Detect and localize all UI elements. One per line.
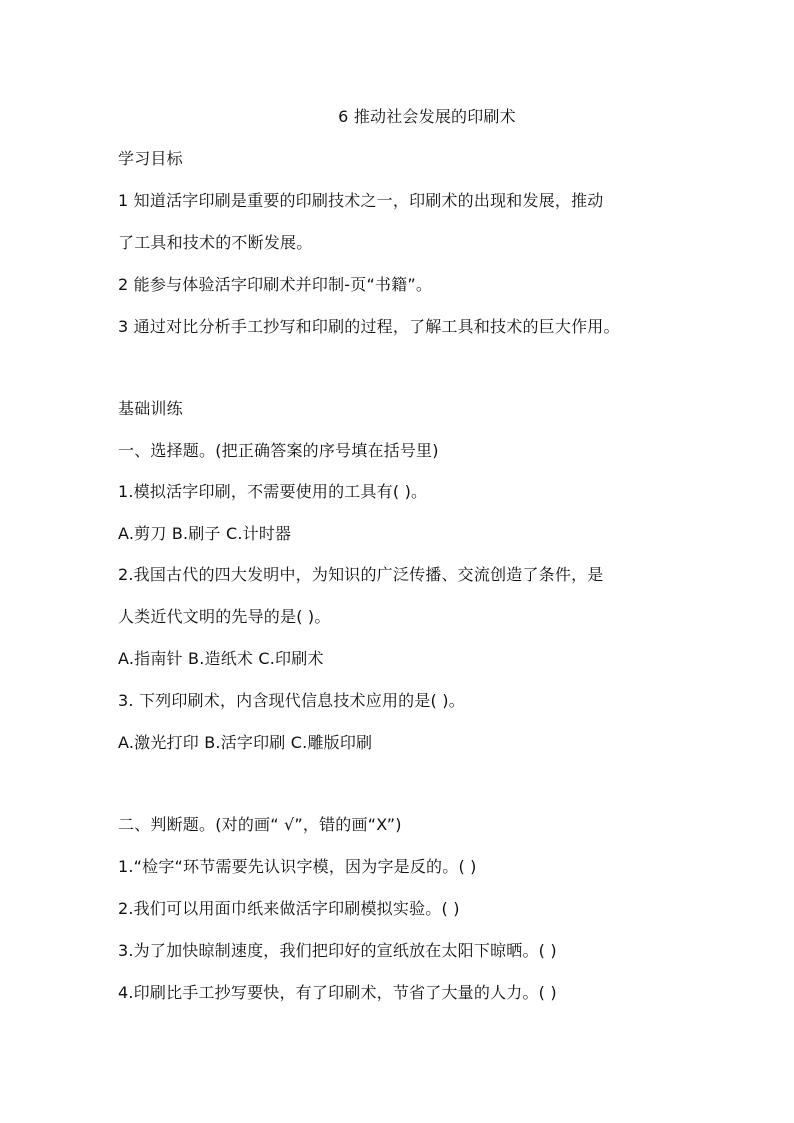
objective-line: 1 知道活字印刷是重要的印刷技术之一，印刷术的出现和发展，推动 [118, 191, 604, 210]
question-line: 3.为了加快晾制速度，我们把印好的宣纸放在太阳下晾晒。( ) [118, 941, 557, 960]
objective-line: 了工具和技术的不断发展。 [118, 233, 313, 252]
objectives-heading: 学习目标 [118, 149, 183, 168]
objective-line: 3 通过对比分析手工抄写和印刷的过程，了解工具和技术的巨大作用。 [118, 317, 620, 336]
question-line: 3. 下列印刷术，内含现代信息技术应用的是( )。 [118, 691, 465, 710]
training-heading: 基础训练 [118, 399, 183, 418]
option-line: A.剪刀 B.刷子 C.计时器 [118, 524, 292, 543]
section-heading: 一、选择题。(把正确答案的序号填在括号里) [118, 441, 439, 460]
question-line: 人类近代文明的先导的是( )。 [118, 607, 331, 626]
option-line: A.激光打印 B.活字印刷 C.雕版印刷 [118, 733, 373, 752]
question-line: 2.我们可以用面巾纸来做活字印刷模拟实验。( ) [118, 899, 460, 918]
page-title: 6 推动社会发展的印刷术 [338, 107, 516, 126]
objective-line: 2 能参与体验活字印刷术并印制-页“书籍”。 [118, 275, 433, 294]
section-heading: 二、判断题。(对的画“ √”，错的画“X”) [118, 815, 402, 834]
question-line: 1.模拟活字印刷，不需要使用的工具有( )。 [118, 482, 428, 501]
question-line: 4.印刷比手工抄写要快，有了印刷术，节省了大量的人力。( ) [118, 983, 557, 1002]
question-line: 1.“检字“环节需要先认识字模，因为字是反的。( ) [118, 857, 477, 876]
question-line: 2.我国古代的四大发明中，为知识的广泛传播、交流创造了条件，是 [118, 565, 604, 584]
option-line: A.指南针 B.造纸术 C.印刷术 [118, 649, 324, 668]
